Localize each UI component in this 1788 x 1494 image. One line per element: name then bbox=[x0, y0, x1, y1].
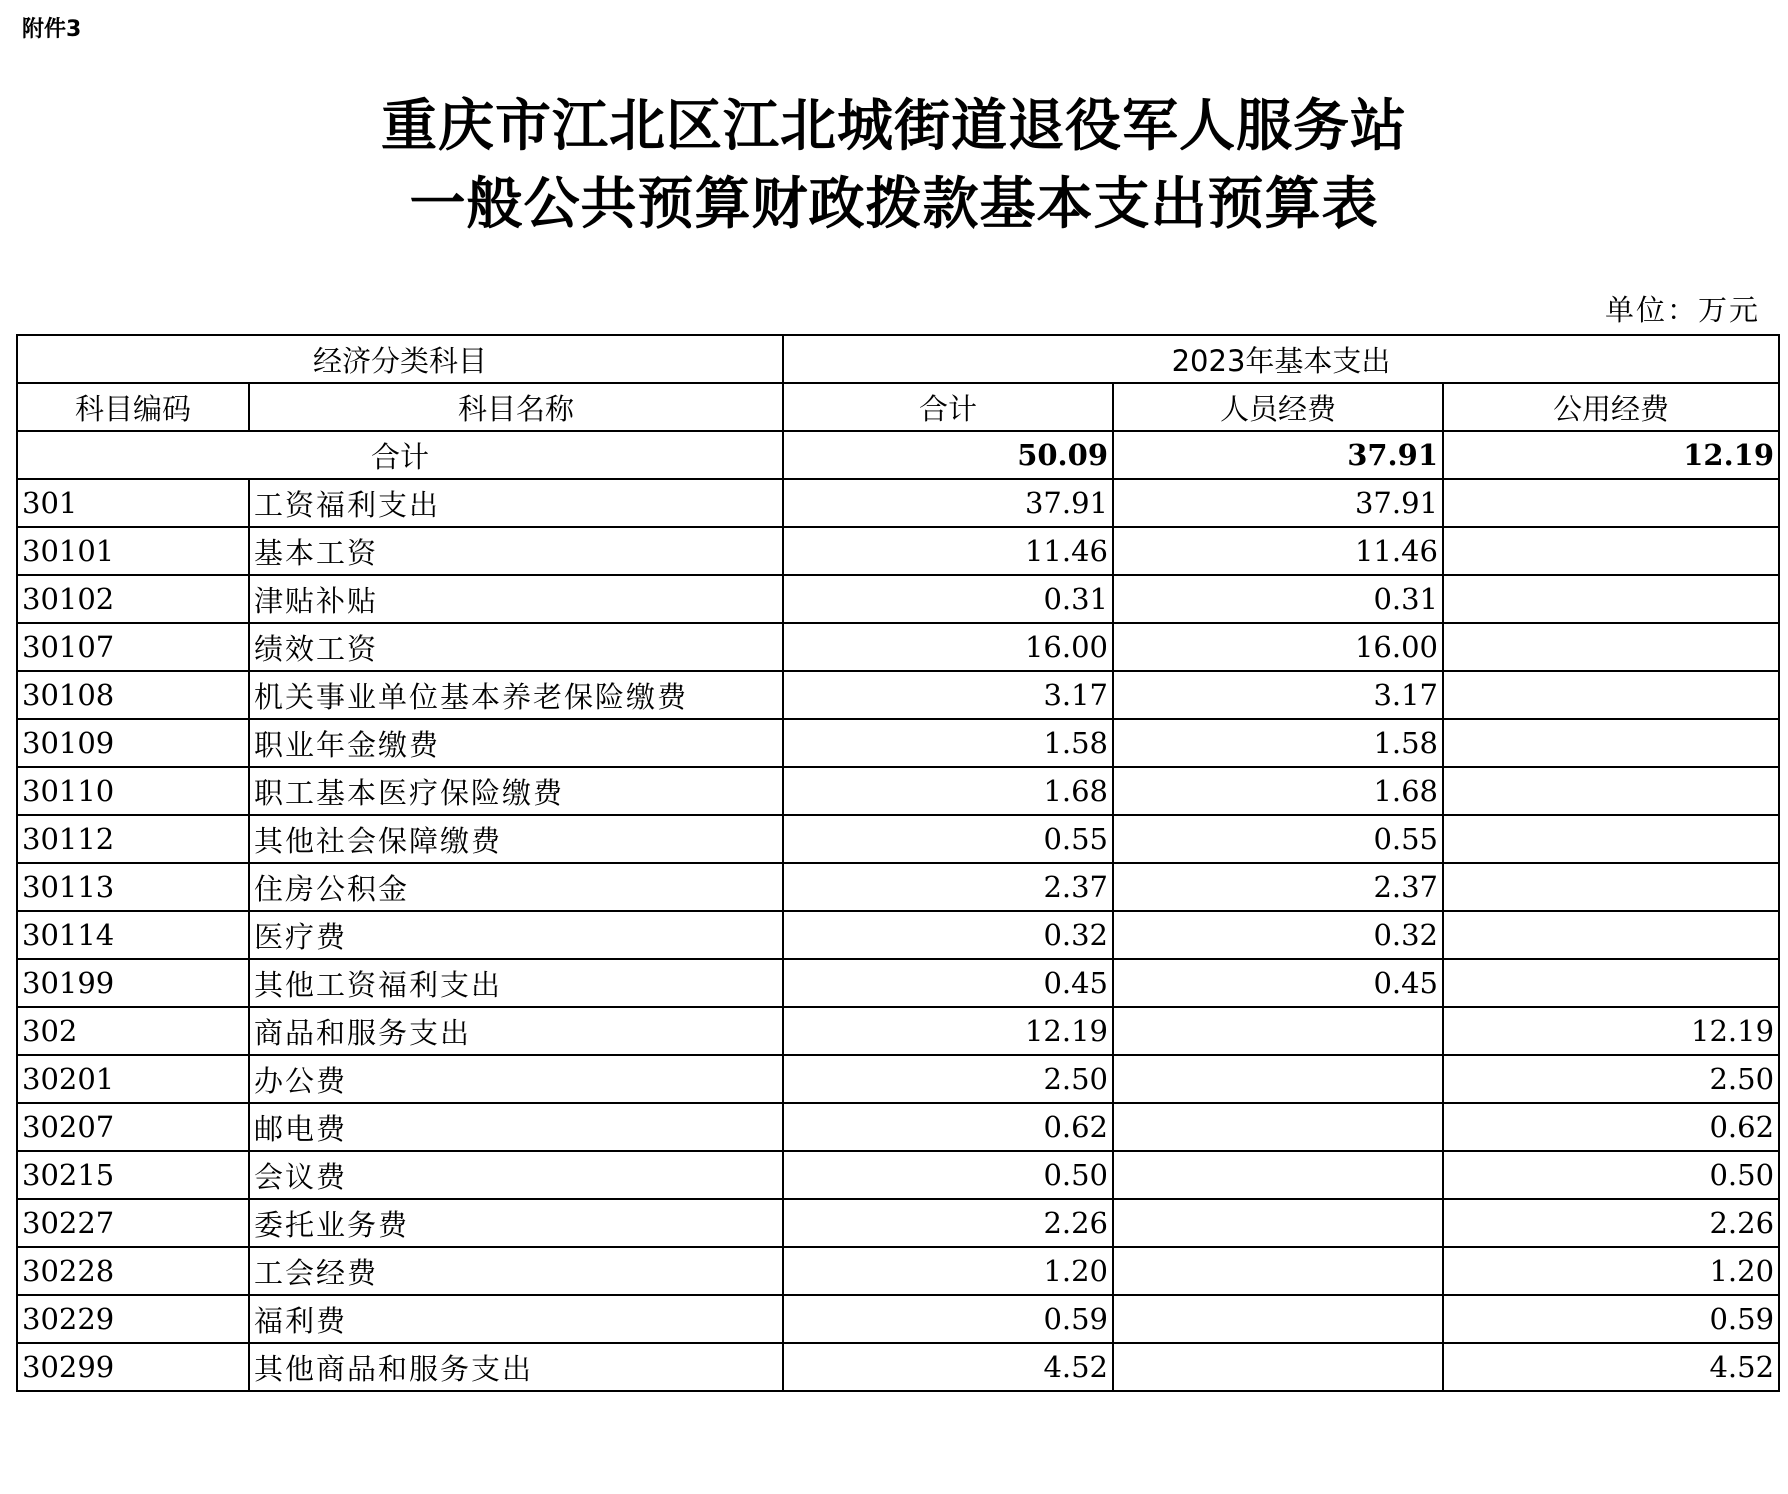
header-total: 合计 bbox=[783, 383, 1113, 431]
row-total: 2.26 bbox=[783, 1199, 1113, 1247]
table-row bbox=[17, 863, 1779, 911]
row-code: 30113 bbox=[17, 863, 249, 911]
row-personnel bbox=[1113, 1343, 1443, 1391]
row-personnel bbox=[1113, 1103, 1443, 1151]
row-public: 2.50 bbox=[1443, 1055, 1779, 1103]
table-row bbox=[17, 1343, 1779, 1391]
row-personnel: 0.31 bbox=[1113, 575, 1443, 623]
header-econ-class: 经济分类科目 bbox=[17, 335, 783, 383]
row-total: 2.50 bbox=[783, 1055, 1113, 1103]
row-public bbox=[1443, 623, 1779, 671]
header-personnel: 人员经费 bbox=[1113, 383, 1443, 431]
row-public: 4.52 bbox=[1443, 1343, 1779, 1391]
row-public bbox=[1443, 671, 1779, 719]
row-total: 12.19 bbox=[783, 1007, 1113, 1055]
table-row bbox=[17, 719, 1779, 767]
row-public bbox=[1443, 479, 1779, 527]
table-row bbox=[17, 1247, 1779, 1295]
row-code: 30215 bbox=[17, 1151, 249, 1199]
header-public: 公用经费 bbox=[1443, 383, 1779, 431]
row-code: 30102 bbox=[17, 575, 249, 623]
row-total: 1.68 bbox=[783, 767, 1113, 815]
total-row bbox=[17, 431, 1779, 479]
table-row bbox=[17, 1103, 1779, 1151]
row-personnel bbox=[1113, 1295, 1443, 1343]
table-row bbox=[17, 479, 1779, 527]
row-public bbox=[1443, 959, 1779, 1007]
row-total: 2.37 bbox=[783, 863, 1113, 911]
page-title-line2: 一般公共预算财政拨款基本支出预算表 bbox=[409, 171, 1379, 237]
row-code: 30201 bbox=[17, 1055, 249, 1103]
row-personnel bbox=[1113, 1055, 1443, 1103]
row-name: 会议费 bbox=[249, 1151, 783, 1199]
row-personnel: 11.46 bbox=[1113, 527, 1443, 575]
table-row bbox=[17, 575, 1779, 623]
unit-label: 单位：万元 bbox=[1604, 293, 1760, 327]
row-code: 30229 bbox=[17, 1295, 249, 1343]
row-name: 福利费 bbox=[249, 1295, 783, 1343]
row-name: 机关事业单位基本养老保险缴费 bbox=[249, 671, 783, 719]
row-total: 4.52 bbox=[783, 1343, 1113, 1391]
row-code: 30107 bbox=[17, 623, 249, 671]
row-name: 办公费 bbox=[249, 1055, 783, 1103]
row-code: 30108 bbox=[17, 671, 249, 719]
row-code: 302 bbox=[17, 1007, 249, 1055]
row-name: 津贴补贴 bbox=[249, 575, 783, 623]
row-code: 301 bbox=[17, 479, 249, 527]
row-code: 30207 bbox=[17, 1103, 249, 1151]
table-row bbox=[17, 671, 1779, 719]
row-code: 30114 bbox=[17, 911, 249, 959]
table-row bbox=[17, 911, 1779, 959]
table-row bbox=[17, 1295, 1779, 1343]
budget-table bbox=[16, 334, 1780, 1392]
header-code: 科目编码 bbox=[17, 383, 249, 431]
row-total: 16.00 bbox=[783, 623, 1113, 671]
row-personnel bbox=[1113, 1007, 1443, 1055]
row-code: 30101 bbox=[17, 527, 249, 575]
row-public bbox=[1443, 863, 1779, 911]
table-row bbox=[17, 1055, 1779, 1103]
row-total: 1.20 bbox=[783, 1247, 1113, 1295]
row-total: 0.59 bbox=[783, 1295, 1113, 1343]
row-personnel: 1.58 bbox=[1113, 719, 1443, 767]
row-code: 30227 bbox=[17, 1199, 249, 1247]
row-total: 0.55 bbox=[783, 815, 1113, 863]
row-public: 0.62 bbox=[1443, 1103, 1779, 1151]
table-row bbox=[17, 1199, 1779, 1247]
page-title-line1: 重庆市江北区江北城街道退役军人服务站 bbox=[381, 93, 1407, 159]
row-total: 0.32 bbox=[783, 911, 1113, 959]
attachment-label: 附件3 bbox=[22, 17, 82, 42]
row-personnel: 1.68 bbox=[1113, 767, 1443, 815]
row-public bbox=[1443, 815, 1779, 863]
row-name: 职工基本医疗保险缴费 bbox=[249, 767, 783, 815]
row-personnel: 0.32 bbox=[1113, 911, 1443, 959]
row-name: 其他社会保障缴费 bbox=[249, 815, 783, 863]
table-row bbox=[17, 527, 1779, 575]
header-row-1 bbox=[17, 335, 1779, 383]
row-personnel: 37.91 bbox=[1113, 479, 1443, 527]
row-name: 基本工资 bbox=[249, 527, 783, 575]
row-personnel: 2.37 bbox=[1113, 863, 1443, 911]
row-code: 30228 bbox=[17, 1247, 249, 1295]
total-label: 合计 bbox=[17, 431, 783, 479]
row-public bbox=[1443, 575, 1779, 623]
row-personnel bbox=[1113, 1151, 1443, 1199]
row-personnel bbox=[1113, 1199, 1443, 1247]
table-row bbox=[17, 1151, 1779, 1199]
header-row-2 bbox=[17, 383, 1779, 431]
table-row bbox=[17, 1007, 1779, 1055]
total-public: 12.19 bbox=[1443, 431, 1779, 479]
row-public bbox=[1443, 719, 1779, 767]
row-personnel: 0.55 bbox=[1113, 815, 1443, 863]
row-name: 商品和服务支出 bbox=[249, 1007, 783, 1055]
row-personnel: 3.17 bbox=[1113, 671, 1443, 719]
table-row bbox=[17, 815, 1779, 863]
row-name: 邮电费 bbox=[249, 1103, 783, 1151]
row-code: 30299 bbox=[17, 1343, 249, 1391]
row-public: 12.19 bbox=[1443, 1007, 1779, 1055]
row-name: 工资福利支出 bbox=[249, 479, 783, 527]
row-public: 0.50 bbox=[1443, 1151, 1779, 1199]
row-public bbox=[1443, 527, 1779, 575]
row-total: 1.58 bbox=[783, 719, 1113, 767]
row-name: 医疗费 bbox=[249, 911, 783, 959]
row-name: 其他商品和服务支出 bbox=[249, 1343, 783, 1391]
row-code: 30112 bbox=[17, 815, 249, 863]
row-total: 3.17 bbox=[783, 671, 1113, 719]
row-total: 37.91 bbox=[783, 479, 1113, 527]
row-name: 绩效工资 bbox=[249, 623, 783, 671]
row-personnel: 0.45 bbox=[1113, 959, 1443, 1007]
row-total: 11.46 bbox=[783, 527, 1113, 575]
table-row bbox=[17, 623, 1779, 671]
row-public bbox=[1443, 911, 1779, 959]
row-code: 30199 bbox=[17, 959, 249, 1007]
header-year-expense: 2023年基本支出 bbox=[783, 335, 1779, 383]
table-row bbox=[17, 959, 1779, 1007]
row-personnel bbox=[1113, 1247, 1443, 1295]
total-personnel: 37.91 bbox=[1113, 431, 1443, 479]
row-total: 0.31 bbox=[783, 575, 1113, 623]
total-amount: 50.09 bbox=[783, 431, 1113, 479]
header-name: 科目名称 bbox=[249, 383, 783, 431]
row-name: 工会经费 bbox=[249, 1247, 783, 1295]
row-code: 30110 bbox=[17, 767, 249, 815]
row-total: 0.45 bbox=[783, 959, 1113, 1007]
row-public bbox=[1443, 767, 1779, 815]
table-row bbox=[17, 767, 1779, 815]
row-personnel: 16.00 bbox=[1113, 623, 1443, 671]
row-public: 0.59 bbox=[1443, 1295, 1779, 1343]
row-name: 委托业务费 bbox=[249, 1199, 783, 1247]
row-code: 30109 bbox=[17, 719, 249, 767]
row-name: 其他工资福利支出 bbox=[249, 959, 783, 1007]
row-public: 2.26 bbox=[1443, 1199, 1779, 1247]
row-total: 0.50 bbox=[783, 1151, 1113, 1199]
row-public: 1.20 bbox=[1443, 1247, 1779, 1295]
row-total: 0.62 bbox=[783, 1103, 1113, 1151]
row-name: 住房公积金 bbox=[249, 863, 783, 911]
row-name: 职业年金缴费 bbox=[249, 719, 783, 767]
